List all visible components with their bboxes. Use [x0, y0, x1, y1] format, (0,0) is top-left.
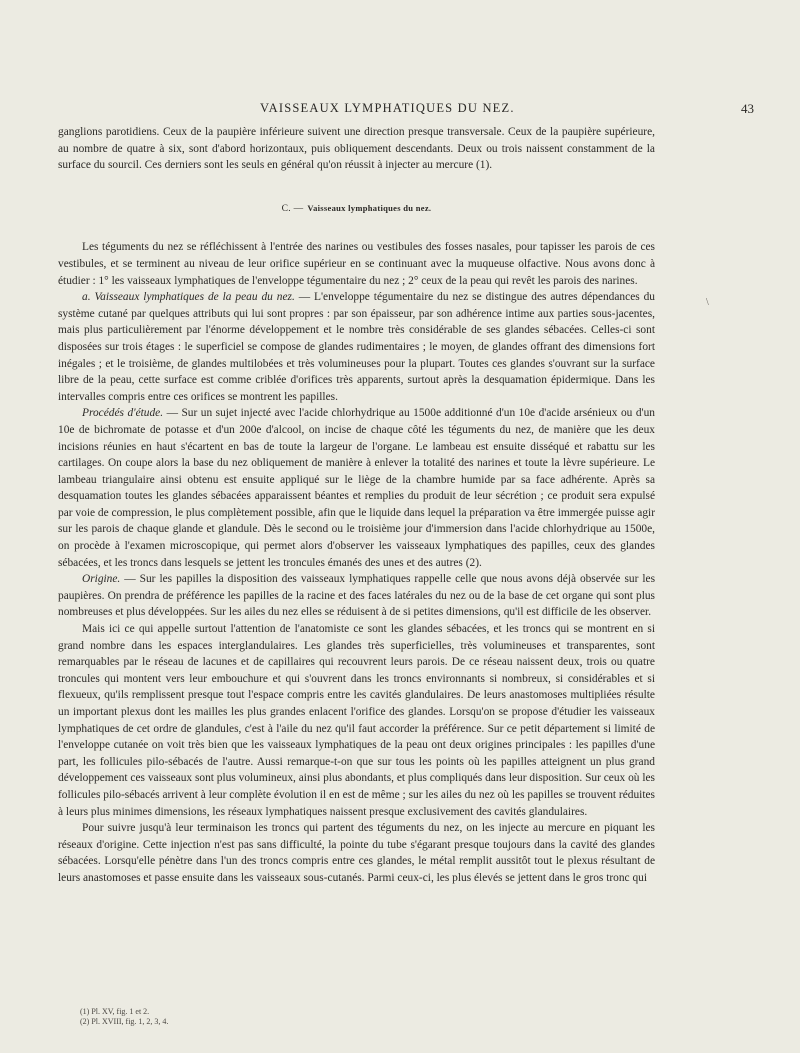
- footnote-1: (1) Pl. XV, fig. 1 et 2.: [80, 1007, 150, 1016]
- paragraph-termination: Pour suivre jusqu'à leur terminaison les troncs qui partent des téguments du nez, on les injecte au mercure en piquant les réseaux d'origine. Cette injection n'est pas sans difficulté, la pointe du tube s'égarant presque toujours dans la cavité des glandes sébacées. Lorsqu'elle pénètre dans l'un des troncs compris entre ces glandes, le métal remplit aussitôt tout le plexus résultant de leurs anastomoses et passe ensuite dans les vaisseaux sous-cutanés. Parmi ceux-ci, les plus élevés se jettent dans le gros tronc qui: [58, 822, 655, 884]
- paragraph-methods: [58, 405, 655, 571]
- running-title: VAISSEAUX LYMPHATIQUES DU NEZ.: [260, 101, 515, 115]
- subsection-label: a. Vaisseaux lymphatiques de la peau du nez.: [82, 291, 295, 304]
- section-heading: [58, 200, 655, 218]
- section-number: C. —: [281, 203, 304, 214]
- body-text: [58, 124, 655, 887]
- methods-label: Procédés d'étude.: [82, 407, 164, 420]
- margin-mark: \: [706, 297, 709, 308]
- paragraph-origin: [58, 571, 655, 621]
- paragraph-intro: Les téguments du nez se réfléchissent à l'entrée des narines ou vestibules des fosses nasales, pour tapisser les parois de ces vestibules, et se terminent au niveau de leur orifice supérieur en se continuant avec la muqueuse olfactive. Nous avons donc à étudier : 1° les vaisseaux lymphatiques de l'enveloppe tégumentaire du nez ; 2° ceux de la peau qui revêt les parois des narines.: [58, 241, 655, 287]
- paragraph-methods-text: — Sur un sujet injecté avec l'acide chlorhydrique au 1500e additionné d'un 10e d'acide arsénieux ou d'un 10e de bichromate de potasse et d'un 200e d'alcool, on incise de chaque côté les téguments du nez, de manière que les deux incisions réunies en haut s'écartent en bas de toute la largeur de l'organe. Le lambeau est ensuite disséqué et rabattu sur les cartilages. On coupe alors la base du nez obliquement de manière à enlever la totalité des narines et toute la lèvre supérieure. Le lambeau triangulaire ainsi obtenu est ensuite appliqué sur le liège de la chambre humide par sa face adhérente. Après sa desquamation toutes les glandes sébacées apparaissent béantes et remplies du produit de leur sécrétion ; ce produit sera expulsé par voie de compression, le plus complètement possible, afin que le liquide dans lequel la préparation va être immergée puisse agir sur les parois de chaque glande et glandule. Dès le second ou le troisième jour d'immersion dans l'acide chlorhydrique au 1500e, on procède à l'examen microscopique, qui permet alors d'observer les vaisseaux lymphatiques des papilles, ceux des glandes sébacées, et les troncs dans lesquels se jettent les troncules émanés des unes et des autres (2).: [58, 407, 655, 569]
- origin-label: Origine.: [82, 573, 121, 586]
- footnote-2: (2) Pl. XVIII, fig. 1, 2, 3, 4.: [80, 1017, 169, 1026]
- paragraph-glands: Mais ici ce qui appelle surtout l'attention de l'anatomiste ce sont les glandes sébacées, et les troncs qui se montrent en si grand nombre dans les espaces interglandulaires. Les glandes très superficielles, très volumineuses et transparentes, sont remarquables par le réseau de lacunes et de capillaires qui recouvrent leurs parois. De ce réseau naissent deux, trois ou quatre troncules qui montent vers leur embouchure et qui s'ouvrent dans les troncs environnants si nombreux, si considérables et si flexueux, qu'ils remplissent presque tout l'espace compris entre les cavités glandulaires. De leurs anastomoses multipliées résulte un important plexus dont les mailles les plus grandes enlacent l'orifice des glandes. Lorsqu'on se propose d'étudier les vaisseaux lymphatiques de cet ordre de glandules, c'est à l'aile du nez qu'il faut accorder la préférence. Sur ce petit département si limité de l'enveloppe cutanée on voit très bien que les vaisseaux lymphatiques de la peau ont deux origines principales : les papilles d'une part, les follicules pilo-sébacés de l'autre. Aussi remarque-t-on que sur tous les points où les papilles atteignent un plus grand développement ces vaisseaux sont plus volumineux, ainsi plus abondants, et plus compliqués dans leur disposition. Sur ceux où les follicules pilo-sébacés arrivent à leur complète évolution il en est de même ; sur les ailes du nez où les papilles se trouvent réduites à leurs plus minimes dimensions, les réseaux lymphatiques naissent presque exclusivement des cavités glandulaires.: [58, 623, 655, 818]
- section-title: Vaisseaux lymphatiques du nez.: [307, 202, 432, 213]
- footnotes: [80, 1007, 480, 1027]
- paragraph-skin: [58, 289, 655, 405]
- paragraph-origin-text: — Sur les papilles la disposition des vaisseaux lymphatiques rappelle celle que nous avons déjà observée sur les paupières. On prendra de préférence les papilles de la racine et des faces latérales du nez ou de la base de cet organe qui sont plus nombreuses et plus développées. Sur les ailes du nez elles se réduisent à de si petites dimensions, qu'il est difficile de les observer.: [58, 573, 655, 619]
- paragraph-skin-text: — L'enveloppe tégumentaire du nez se distingue des autres dépendances du système cutané par quelques attributs qui lui sont propres : par son épaisseur, par son adhérence intime aux parties sous-jacentes, mais plus particulièrement par l'énorme développement et le nombre très considérable de ses glandes sébacées. Celles-ci sont disposées sur trois étages : le superficiel se compose de glandes rudimentaires ; le moyen, de glandes offrant des dimensions fort inégales ; et le troisième, de glandes multilobées et très volumineuses pour la plupart. Toutes ces glandes s'ouvrant sur la surface libre de la peau, cette surface est comme criblée d'orifices très apparents, surtout après la desquamation épidermique. Dans les intervalles compris entre ces orifices se montrent les papilles.: [58, 291, 655, 403]
- running-head: [0, 101, 800, 121]
- page-number: 43: [741, 101, 754, 116]
- paragraph-continuation: ganglions parotidiens. Ceux de la paupière inférieure suivent une direction presque transversale. Ceux de la paupière supérieure, au nombre de quatre à six, sont d'abord horizontaux, puis obliquement descendants. Deux ou trois naissent constamment de la surface du sourcil. Ces derniers sont les seuls en général qu'on réussit à injecter au mercure (1).: [58, 126, 655, 172]
